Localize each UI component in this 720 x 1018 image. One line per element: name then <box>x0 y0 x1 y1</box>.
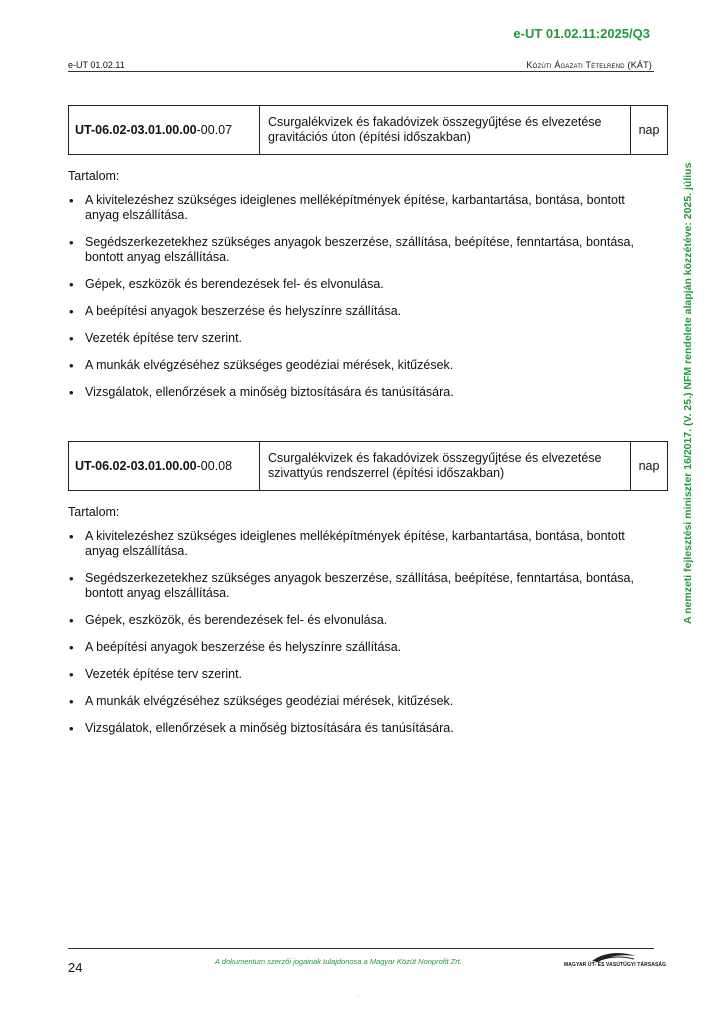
bullet-icon: • <box>69 304 74 319</box>
item-row <box>69 106 668 155</box>
item-table <box>68 105 668 155</box>
list-item-text: Segédszerkezetekhez szükséges anyagok beszerzése, szállítása, beépítése, fenntartása, bontása, bontott anyag elszállítása. <box>85 235 634 264</box>
list-item-text: Vezeték építése terv szerint. <box>85 667 243 681</box>
content-label: Tartalom: <box>68 505 120 519</box>
document-code: e-UT 01.02.11:2025/Q3 <box>513 26 650 41</box>
list-item-text: A beépítési anyagok beszerzése és helyszínre szállítása. <box>85 640 402 654</box>
footer-divider <box>68 948 654 949</box>
bullet-icon: • <box>69 721 74 736</box>
publication-note: A nemzeti fejlesztési miniszter 16/2017. (V. 25.) NFM rendelete alapján közzétéve: 2025. július <box>682 162 694 624</box>
bullet-icon: • <box>69 529 74 544</box>
list-item <box>68 721 645 736</box>
item-description: Csurgalékvizek és fakadóvizek összegyűjtése és elvezetése gravitációs úton (építési időszakban) <box>260 106 631 155</box>
copyright-notice: A dokumentum szerzői jogainak tulajdonosa a Magyar Közút Nonprofit Zrt. <box>215 957 462 966</box>
item-code-suffix: -00.07 <box>196 123 233 137</box>
list-item <box>68 529 645 559</box>
bullet-icon: • <box>69 613 74 628</box>
list-item <box>68 235 645 265</box>
bullet-icon: • <box>69 571 74 586</box>
item-table <box>68 441 668 491</box>
content-list <box>68 193 668 400</box>
logo-text: MAGYAR ÚT- ÉS VASÚTÜGYI TÁRSASÁG <box>564 962 667 968</box>
item-block-2 <box>68 441 668 748</box>
list-item <box>68 694 645 709</box>
item-block-1 <box>68 105 668 412</box>
content-list <box>68 529 668 736</box>
list-item <box>68 358 645 373</box>
list-item-text: A munkák elvégzéséhez szükséges geodéziai mérések, kitűzések. <box>85 694 454 708</box>
content-label: Tartalom: <box>68 169 120 183</box>
bullet-icon: • <box>69 235 74 250</box>
bullet-icon: • <box>69 640 74 655</box>
item-code <box>69 442 260 491</box>
bullet-icon: • <box>69 358 74 373</box>
list-item-text: A kivitelezéshez szükséges ideiglenes melléképítmények építése, karbantartása, bontása, bontott anyag elszállítása. <box>85 193 625 222</box>
list-item-text: Vezeték építése terv szerint. <box>85 331 243 345</box>
list-item <box>68 640 645 655</box>
list-item <box>68 385 645 400</box>
list-item-text: A kivitelezéshez szükséges ideiglenes melléképítmények építése, karbantartása, bontása, bontott anyag elszállítása. <box>85 529 625 558</box>
header-divider <box>68 71 654 72</box>
item-code-suffix: -00.08 <box>196 459 233 473</box>
list-item <box>68 667 645 682</box>
item-description: Csurgalékvizek és fakadóvizek összegyűjtése és elvezetése szivattyús rendszerrel (építési időszakban) <box>260 442 631 491</box>
item-code <box>69 106 260 155</box>
page-number: 24 <box>68 960 83 975</box>
list-item-text: Segédszerkezetekhez szükséges anyagok beszerzése, szállítása, beépítése, fenntartása, bontása, bontott anyag elszállítása. <box>85 571 634 600</box>
bullet-icon: • <box>69 694 74 709</box>
bullet-icon: • <box>69 193 74 208</box>
list-item-text: Gépek, eszközök és berendezések fel- és elvonulása. <box>85 277 384 291</box>
list-item <box>68 571 645 601</box>
item-code-main: UT-06.02-03.01.00.00 <box>75 123 197 137</box>
bullet-icon: • <box>69 277 74 292</box>
list-item-text: Vizsgálatok, ellenőrzések a minőség biztosítására és tanúsítására. <box>85 385 454 399</box>
bullet-icon: • <box>69 331 74 346</box>
list-item <box>68 304 645 319</box>
list-item <box>68 193 645 223</box>
header-right: Közúti Ágazati Tételrend (KÁT) <box>526 60 652 70</box>
header-left: e-UT 01.02.11 <box>68 60 125 70</box>
list-item-text: A munkák elvégzéséhez szükséges geodéziai mérések, kitűzések. <box>85 358 454 372</box>
page-mark: . <box>358 993 360 999</box>
list-item <box>68 331 645 346</box>
list-item-text: Gépek, eszközök, és berendezések fel- és elvonulása. <box>85 613 388 627</box>
item-unit: nap <box>631 442 668 491</box>
list-item <box>68 613 645 628</box>
list-item-text: Vizsgálatok, ellenőrzések a minőség biztosítására és tanúsítására. <box>85 721 454 735</box>
item-unit: nap <box>631 106 668 155</box>
list-item-text: A beépítési anyagok beszerzése és helyszínre szállítása. <box>85 304 402 318</box>
item-row <box>69 442 668 491</box>
bullet-icon: • <box>69 667 74 682</box>
bullet-icon: • <box>69 385 74 400</box>
list-item <box>68 277 645 292</box>
item-code-main: UT-06.02-03.01.00.00 <box>75 459 197 473</box>
